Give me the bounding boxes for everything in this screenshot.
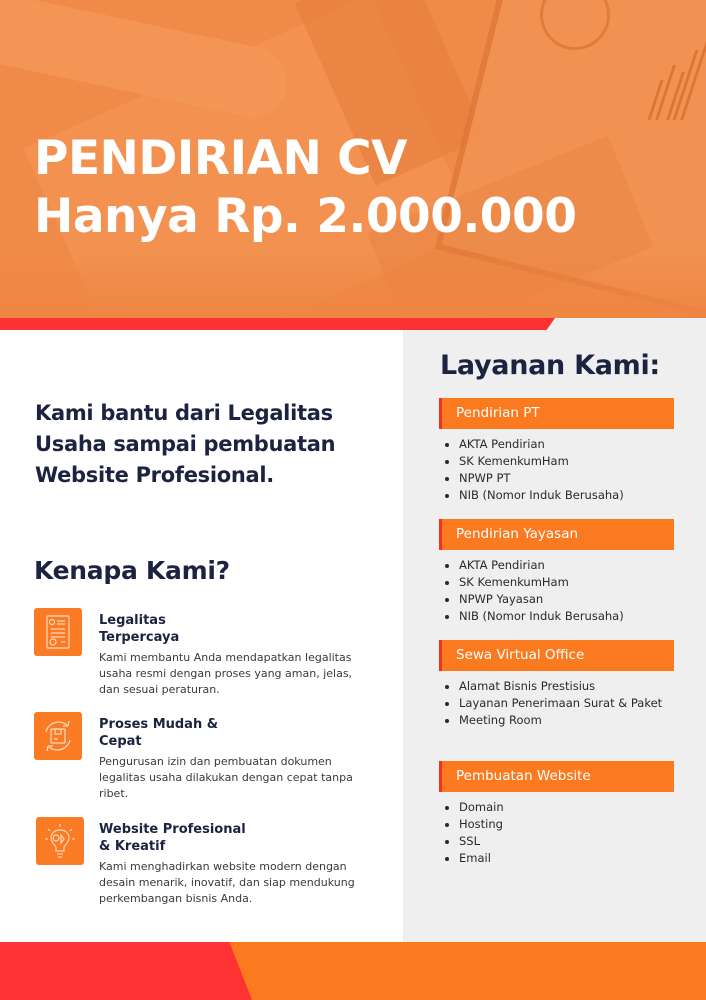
feature-desc-line: Kami menghadirkan website modern dengan xyxy=(99,860,347,873)
box-refresh-icon xyxy=(34,712,82,760)
feature-desc-line: Kami membantu Anda mendapatkan legalitas xyxy=(99,651,352,664)
list-item: NPWP Yayasan xyxy=(443,591,624,608)
feature-desc-line: perkembangan bisnis Anda. xyxy=(99,892,253,905)
feature-desc-line: desain menarik, inovatif, dan siap mendukung xyxy=(99,876,355,889)
document-icon xyxy=(34,608,82,656)
list-item: AKTA Pendirian xyxy=(443,557,624,574)
list-item: NIB (Nomor Induk Berusaha) xyxy=(443,608,624,625)
feature-description xyxy=(99,754,389,802)
list-item: NIB (Nomor Induk Berusaha) xyxy=(443,487,624,504)
feature-description xyxy=(99,650,389,698)
feature-title-line1: Proses Mudah & xyxy=(99,717,219,732)
hero-banner xyxy=(0,0,706,320)
feature-desc-line: legalitas usaha dilakukan dengan cepat tanpa xyxy=(99,771,353,784)
list-item: SSL xyxy=(443,833,504,850)
service-header-pembuatan-website: Pembuatan Website xyxy=(439,761,674,792)
hero-title-price: Hanya Rp. 2.000.000 xyxy=(34,189,577,244)
list-item: NPWP PT xyxy=(443,470,624,487)
hero-fade xyxy=(0,250,706,320)
tagline-line1: Kami bantu dari Legalitas xyxy=(35,401,333,425)
lightbulb-icon xyxy=(36,817,84,865)
hero-title-line1: PENDIRIAN CV xyxy=(34,131,408,186)
tagline-line2: Usaha sampai pembuatan xyxy=(35,432,336,456)
tagline-line3: Website Profesional. xyxy=(35,463,274,487)
tagline xyxy=(35,398,395,491)
list-item: Email xyxy=(443,850,504,867)
service-list-pembuatan-website xyxy=(443,799,504,867)
list-item: Alamat Bisnis Prestisius xyxy=(443,678,662,695)
footer-red-band xyxy=(0,942,252,1000)
service-list-virtual-office xyxy=(443,678,662,729)
feature-title xyxy=(99,821,299,855)
list-item: Domain xyxy=(443,799,504,816)
service-header-virtual-office: Sewa Virtual Office xyxy=(439,640,674,671)
service-header-pendirian-yayasan: Pendirian Yayasan xyxy=(439,519,674,550)
feature-title xyxy=(99,612,299,646)
feature-desc-line: ribet. xyxy=(99,787,129,800)
list-item: SK KemenkumHam xyxy=(443,453,624,470)
service-list-pendirian-pt xyxy=(443,436,624,504)
feature-title-line2: Terpercaya xyxy=(99,630,180,645)
feature-title-line2: Cepat xyxy=(99,734,142,749)
services-title: Layanan Kami: xyxy=(440,350,660,381)
feature-description xyxy=(99,859,389,907)
panel-top-fill xyxy=(548,318,706,330)
service-header-pendirian-pt: Pendirian PT xyxy=(439,398,674,429)
hero-photo-bar-chart-icon xyxy=(650,30,706,120)
why-us-title: Kenapa Kami? xyxy=(34,556,230,585)
service-list-pendirian-yayasan xyxy=(443,557,624,625)
list-item: AKTA Pendirian xyxy=(443,436,624,453)
feature-title-line1: Legalitas xyxy=(99,613,166,628)
red-divider-stripe xyxy=(0,318,555,330)
feature-title-line1: Website Profesional xyxy=(99,822,246,837)
list-item: SK KemenkumHam xyxy=(443,574,624,591)
feature-title-line2: & Kreatif xyxy=(99,839,166,854)
feature-title xyxy=(99,716,299,750)
list-item: Layanan Penerimaan Surat & Paket xyxy=(443,695,662,712)
feature-desc-line: dan sesuai peraturan. xyxy=(99,683,220,696)
feature-desc-line: Pengurusan izin dan pembuatan dokumen xyxy=(99,755,332,768)
hero-title xyxy=(34,130,576,246)
list-item: Meeting Room xyxy=(443,712,662,729)
list-item: Hosting xyxy=(443,816,504,833)
feature-desc-line: usaha resmi dengan proses yang aman, jelas, xyxy=(99,667,353,680)
